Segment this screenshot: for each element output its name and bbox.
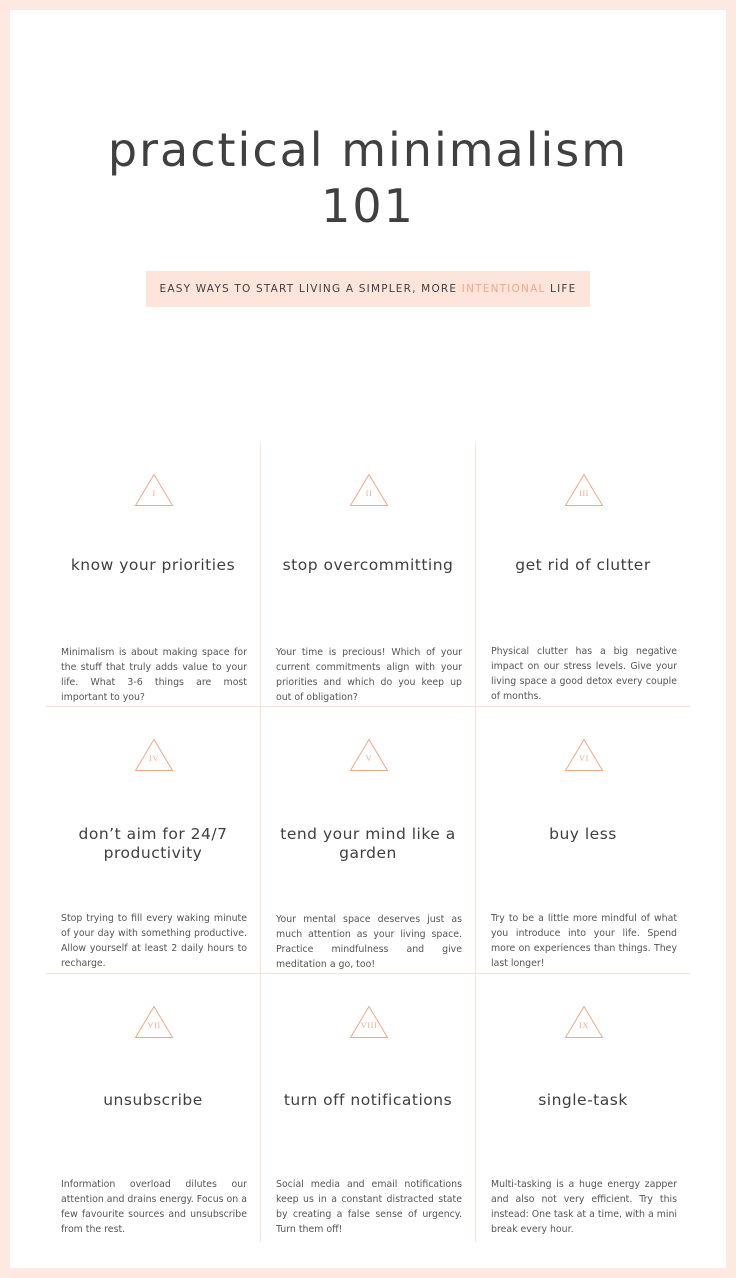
tips-grid [46,442,690,1242]
tip-numeral: II [365,488,373,498]
tip-title: stop overcommitting [282,556,454,574]
tip-card [261,707,475,973]
tip-card [261,442,475,708]
tip-numeral: V [365,753,373,763]
tip-title: tend your mind like a garden [280,825,456,862]
page-title [10,122,726,234]
tip-card [476,974,690,1240]
tip-text: Social media and email notifications keep us in a constant distracted state by creating a false sense of urgency. Turn them off! [276,1179,462,1235]
tip-title: unsubscribe [103,1091,203,1109]
tip-card [476,442,690,708]
title-line-2: 101 [321,179,415,233]
tip-numeral: I [152,488,156,498]
tip-card [476,707,690,973]
tip-text: Your time is precious! Which of your current commitments align with your priorities and which do you keep up out of obligation? [276,647,462,703]
title-line-1: practical minimalism [107,123,629,177]
tip-text: Multi-tasking is a huge energy zapper and also not very efficient. Try this instead: One task at a time, with a mini break every hour. [491,1179,677,1235]
tip-text: Try to be a little more mindful of what you introduce into your life. Spend more on experiences than things. They last longer! [491,913,677,969]
tip-title: turn off notifications [283,1091,453,1109]
infographic-sheet [10,10,726,1268]
subtitle-banner [146,271,590,307]
tip-numeral: IV [149,753,159,763]
tip-text: Information overload dilutes our attention and drains energy. Focus on a few favourite sources and unsubscribe from the rest. [61,1179,247,1235]
tip-title: buy less [549,825,617,843]
tip-text: Stop trying to fill every waking minute of your day with something productive. Allow yourself at least 2 daily hours to recharge. [61,913,247,969]
tip-text: Your mental space deserves just as much attention as your living space. Practice mindfulness and give meditation a go, too! [276,914,462,970]
tip-card [261,974,475,1240]
tip-numeral: IX [579,1020,589,1030]
tip-text: Physical clutter has a big negative impact on our stress levels. Give your living space a good detox every couple of months. [491,646,677,702]
tip-title: know your priorities [70,556,236,574]
tip-card [46,707,260,973]
banner-text-end: LIFE [545,283,577,295]
tip-numeral: III [579,488,589,498]
tip-numeral: VI [579,753,589,763]
tip-title: get rid of clutter [515,556,651,574]
tip-title: single-task [538,1091,628,1109]
tip-card [46,974,260,1240]
tip-text: Minimalism is about making space for the stuff that truly adds value to your life. What 3-6 things are most important to you? [61,647,247,703]
tip-title: don’t aim for 24/7 productivity [78,825,228,862]
banner-accent-word: INTENTIONAL [461,283,546,295]
tip-numeral: VIII [360,1020,378,1030]
tip-numeral: VII [147,1020,161,1030]
tip-card [46,442,260,708]
banner-text-start: EASY WAYS TO START LIVING A SIMPLER, MORE [159,283,462,295]
